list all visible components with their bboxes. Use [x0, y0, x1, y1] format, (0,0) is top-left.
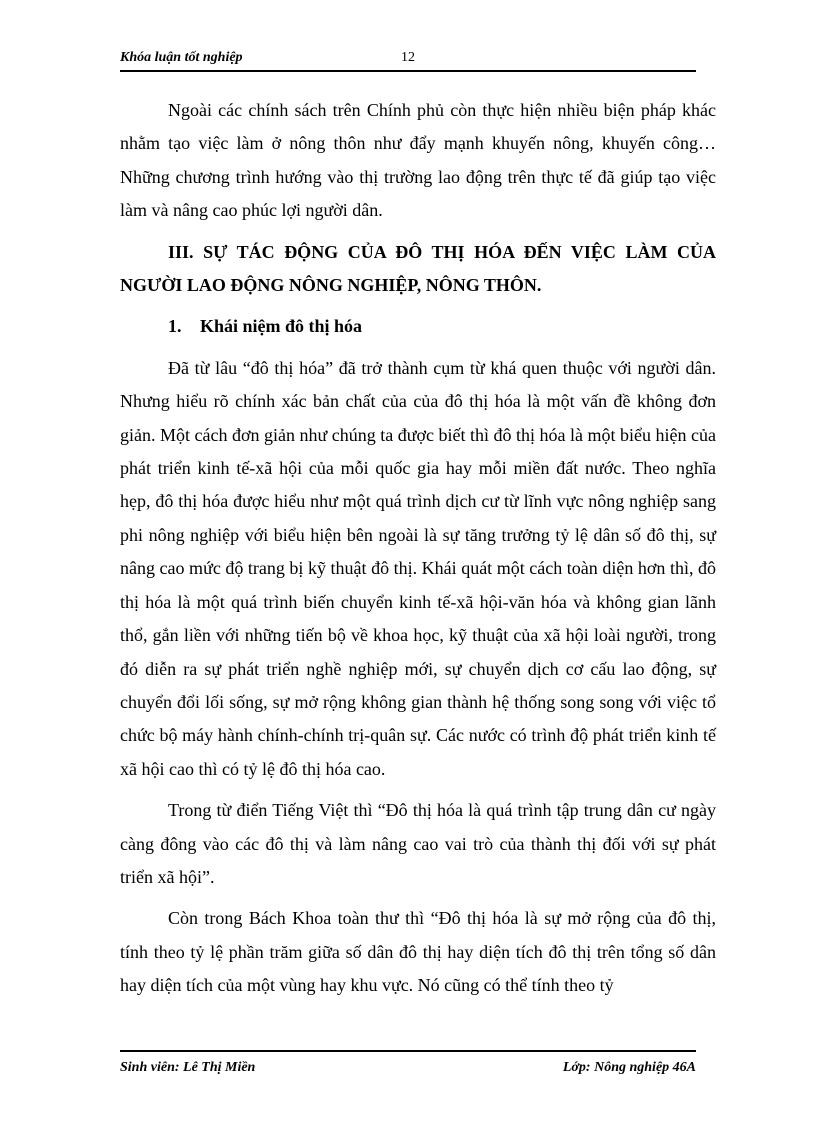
subheading [120, 310, 716, 343]
footer-student: Sinh viên: Lê Thị Miền [120, 1060, 256, 1075]
document-body [120, 94, 716, 1011]
footer-class: Lớp: Nông nghiệp 46A [562, 1060, 696, 1075]
paragraph-intro: Ngoài các chính sách trên Chính phủ còn thực hiện nhiều biện pháp khác nhằm tạo việc làm ở nông thôn như đẩy mạnh khuyến nông, khuyến công…Những chương trình hướng vào thị trường lao động trên thực tế đã giúp tạo việc làm và nâng cao phúc lợi người dân. [120, 100, 716, 221]
paragraph-dictionary: Trong từ điển Tiếng Việt thì “Đô thị hóa là quá trình tập trung dân cư ngày càng đông vào các đô thị và làm nâng cao vai trò của thành thị đối với sự phát triển xã hội”. [120, 800, 716, 887]
subheading-number: 1. [168, 316, 182, 337]
paragraph-encyclopedia: Còn trong Bách Khoa toàn thư thì “Đô thị hóa là sự mở rộng của đô thị, tính theo tỷ lệ phần trăm giữa số dân đô thị hay diện tích đô thị trên tổng số dân hay diện tích của một vùng hay khu vực. Nó cũng có thể tính theo tỷ [120, 908, 716, 996]
page-footer [120, 1050, 696, 1082]
page-header [120, 48, 696, 72]
page-number: 12 [401, 50, 415, 65]
paragraph-definition: Đã từ lâu “đô thị hóa” đã trở thành cụm từ khá quen thuộc với người dân. Nhưng hiểu rõ chính xác bản chất của của đô thị hóa là một vấn đề không đơn giản. Một cách đơn giản như chúng ta được biết thì đô thị hóa là một biểu hiện của phát triển kinh tế-xã hội của mỗi quốc gia hay mỗi miền đất nước. Theo nghĩa hẹp, đô thị hóa được hiểu như một quá trình dịch cư từ lĩnh vực nông nghiệp sang phi nông nghiệp với biểu hiện bên ngoài là sự tăng trưởng tỷ lệ dân số đô thị, sự nâng cao mức độ trang bị kỹ thuật đô thị. Khái quát một cách toàn diện hơn thì, đô thị hóa là một quá trình biến chuyển kinh tế-xã hội-văn hóa và không gian lãnh thổ, gắn liền với những tiến bộ về khoa học, kỹ thuật của xã hội loài người, trong đó diễn ra sự phát triển nghề nghiệp mới, sự chuyển dịch cơ cấu lao động, sự chuyển đổi lối sống, sự mở rộng không gian thành hệ thống song song với việc tổ chức bộ máy hành chính-chính trị-quân sự. Các nước có trình độ phát triển kinh tế xã hội cao thì có tỷ lệ đô thị hóa cao. [120, 357, 716, 779]
header-title: Khóa luận tốt nghiệp [120, 50, 243, 65]
subheading-text: Khái niệm đô thị hóa [200, 316, 363, 337]
section-heading: III. SỰ TÁC ĐỘNG CỦA ĐÔ THỊ HÓA ĐẾN VIỆC LÀM CỦA NGƯỜI LAO ĐỘNG NÔNG NGHIỆP, NÔNG THÔN. [120, 241, 716, 296]
